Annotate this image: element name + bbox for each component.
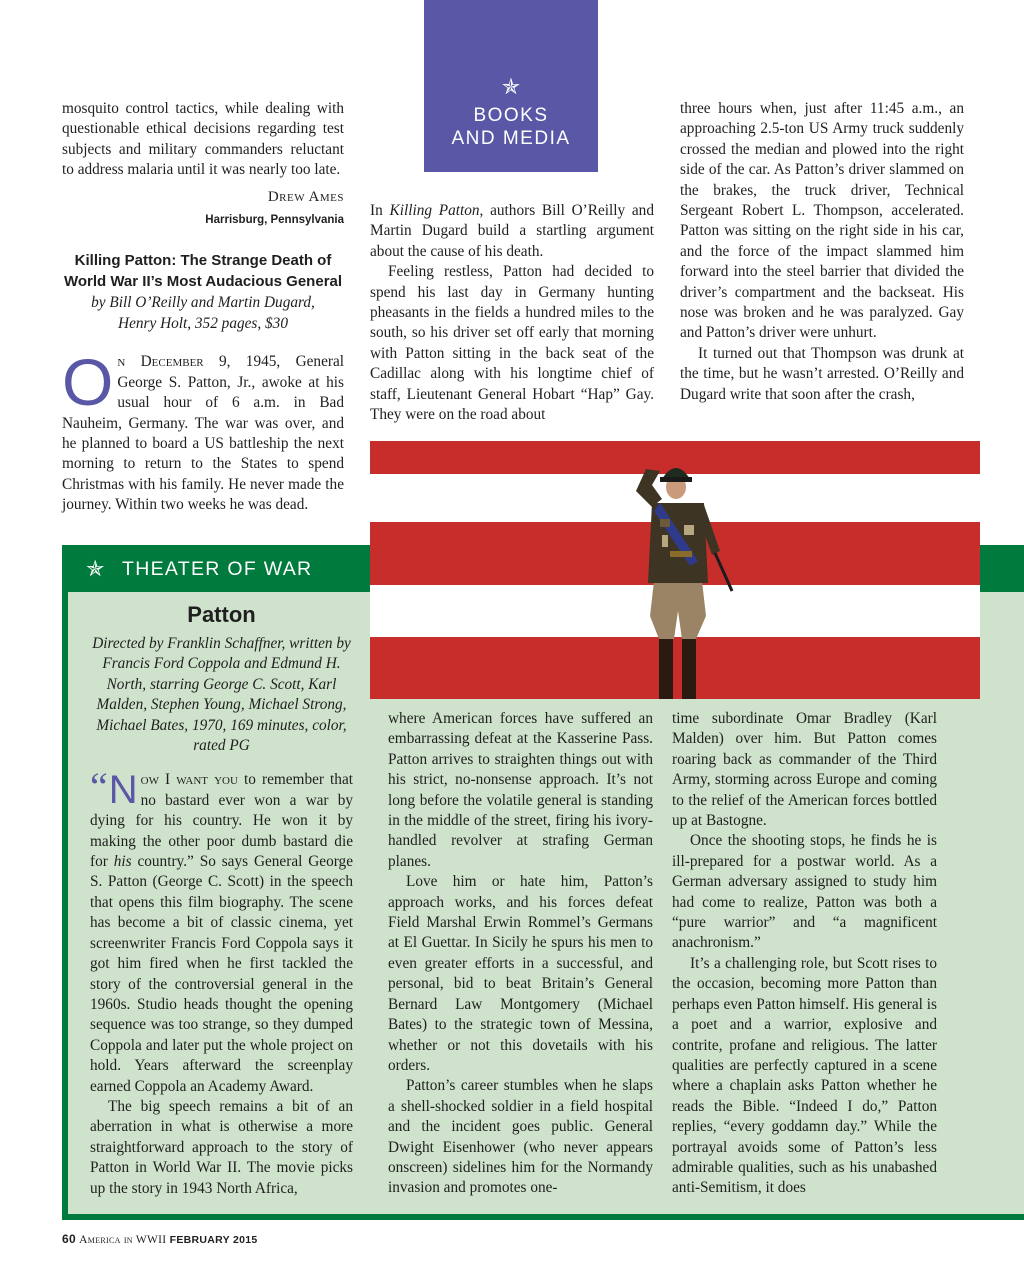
theater-label: THEATER OF WAR [122,558,313,580]
p2-book-title: Killing Patton [389,202,480,219]
theater-paragraph-5: Patton’s career stumbles when he slaps a shell-shocked soldier in a field hospital and the incident goes public. General Dwight Eisenhower (who never appears onscreen) sidelines him for the Normandy invasion and promotes one- [388,1077,653,1197]
theater-paragraph-7: Once the shooting stops, he finds he is ill-prepared for a postwar world. As a German adversary assigned to study him had come to realize, Patton was both a “pure warrior” and “a magnificent anachronism.” [672,832,937,952]
theater-paragraph-3: where American forces have suffered an embarrassing defeat at the Kasserine Pass. Patton arrives to straighten things out with his strict, no-nonsense approach. It’s not long before the volatile general is standing in the middle of the street, firing his ivory-handled revolver at strafing German planes. [388,710,653,870]
theater-right-column [672,709,937,1199]
book-header [62,250,344,334]
section-tab [424,0,598,172]
letter-signature [62,187,344,231]
film-credits: Directed by Franklin Schaffner, written by Francis Ford Coppola and Edmund H. North, starring George C. Scott, Karl Malden, Stephen Young, Michael Strong, Michael Bates, 1970, 169 minutes, color, rated PG [92,635,351,755]
star-icon: ✯ [86,556,105,581]
p2-pre: In [370,202,390,219]
middle-column [370,201,654,425]
drop-cap: N [108,768,138,813]
theater-middle-column [388,709,653,1199]
publication-name: America in WWII [79,1234,167,1246]
book-paragraph-2 [370,201,654,262]
letter-body: mosquito control tactics, while dealing with questionable ethical decisions regarding test subjects and military commanders reluctant to address malaria until it was nearly too late. [62,100,344,179]
book-meta-line2: Henry Holt, 352 pages, $30 [118,315,288,333]
patton-photo [370,441,980,699]
theater-p1-a: to remember that no bastard ever won a war by dying for his country. He won it by making the other poor dumb bastard die for [90,771,353,871]
book-meta-line1: by Bill O’Reilly and Martin Dugard, [91,294,315,312]
section-title-line1: BOOKS [473,105,549,126]
star-icon: ✯ [501,74,521,99]
film-header [90,600,353,756]
drop-cap: O [62,345,114,420]
book-lead: n December 9, 1945, [117,353,281,371]
theater-paragraph-4: Love him or hate him, Patton’s approach works, and his forces defeat Field Marshal Erwin Rommel’s Germans at El Guettar. In Sicily he spurs his men to even greater efforts in a successful, and personal, bid to beat Britain’s General Bernard Law Montgomery (Michael Bates) to the strategic town of Messina, whether or not this dovetails with his orders. [388,873,653,1074]
theater-paragraph-2: The big speech remains a bit of an aberration in what is otherwise a more straightforward approach to the story of Patton in World War II. The movie picks up the story in 1943 North Africa, [90,1097,353,1197]
theater-paragraph-1 [90,764,353,1097]
page-number: 60 [62,1232,76,1246]
p2-post: , authors Bill O’Reilly and Martin Dugard build a startling argument about the cause of his death. [370,202,654,260]
book-paragraph-1-text: General George S. Patton, Jr., awoke at his usual hour of 6 a.m. in Bad Nauheim, Germany. The war was over, and he planned to board a US battleship the next morning to return to the States to spend Christmas with his family. He never made the journey. Within two weeks he was dead. [62,353,344,514]
patton-figure [370,441,980,699]
page-footer [62,1232,258,1246]
section-title-line2: AND MEDIA [451,128,571,149]
letter-author: Drew Ames [267,188,344,205]
theater-left-column [90,600,353,1199]
theater-p1-his: his [113,853,132,871]
right-column [680,99,964,405]
issue-date: FEBRUARY 2015 [169,1234,258,1246]
left-column [62,99,344,516]
book-paragraph-3: Feeling restless, Patton had decided to spend his last day in Germany hunting pheasants in the fields a hundred miles to the south, so his driver set off early that morning with Patton sitting in the back seat of the Cadillac along with his longtime chief of staff, Lieutenant General Hobart “Hap” Gay. They were on the road about [370,263,654,424]
theater-lead: ow I want you [140,771,238,789]
theater-header [62,548,345,592]
book-paragraph-1 [62,345,344,515]
book-paragraph-5: It turned out that Thompson was drunk at the time, but he wasn’t arrested. O’Reilly and Dugard write that soon after the crash, [680,344,964,403]
film-title: Patton [187,602,256,627]
theater-paragraph-8: It’s a challenging role, but Scott rises to the occasion, becoming more Patton than perhaps even Patton himself. His general is a poet and a warrior, explosive and contrite, profane and religious. The latter qualities are perfectly captured in a scene where a chaplain asks Patton whether he reads the Bible. “Indeed I do,” Patton replies, “every goddamn day.” While the portrayal avoids some of Patton’s less admirable qualities, such as his unabashed anti-Semitism, it does [672,954,937,1197]
book-paragraph-4: three hours when, just after 11:45 a.m., an approaching 2.5-ton US Army truck suddenly crossed the median and plowed into the right side of the car. As Patton’s driver slammed on the brakes, the truck driver, Technical Sergeant Robert L. Thompson, accelerated. Patton was sitting on the right side in his car, and the force of the impact slammed him forward into the steel barrier that divided the driver’s compartment and the backseat. His nose was broken and he was paralyzed. Gay and Patton’s driver were unhurt. [680,100,964,342]
open-quote: “ [90,764,108,810]
theater-paragraph-6: time subordinate Omar Bradley (Karl Malden) over him. But Patton comes roaring back as commander of the Third Army, storming across Europe and coming to the relief of the American forces bottled up at Bastogne. [672,710,937,830]
book-title: Killing Patton: The Strange Death of World War II’s Most Audacious General [63,252,343,291]
letter-location: Harrisburg, Pennsylvania [205,214,344,227]
theater-p1-b: country.” So says General George S. Patton (George C. Scott) in the speech that opens this film biography. The scene has become a bit of classic cinema, yet screenwriter Francis Ford Coppola says it got him fired when he first tackled the story of the controversial general in the 1960s. Studio heads thought the opening sequence was too strange, so they dumped Coppola and later put the whole project on hold. Years afterward the screenplay earned Coppola an Academy Award. [90,853,353,1095]
